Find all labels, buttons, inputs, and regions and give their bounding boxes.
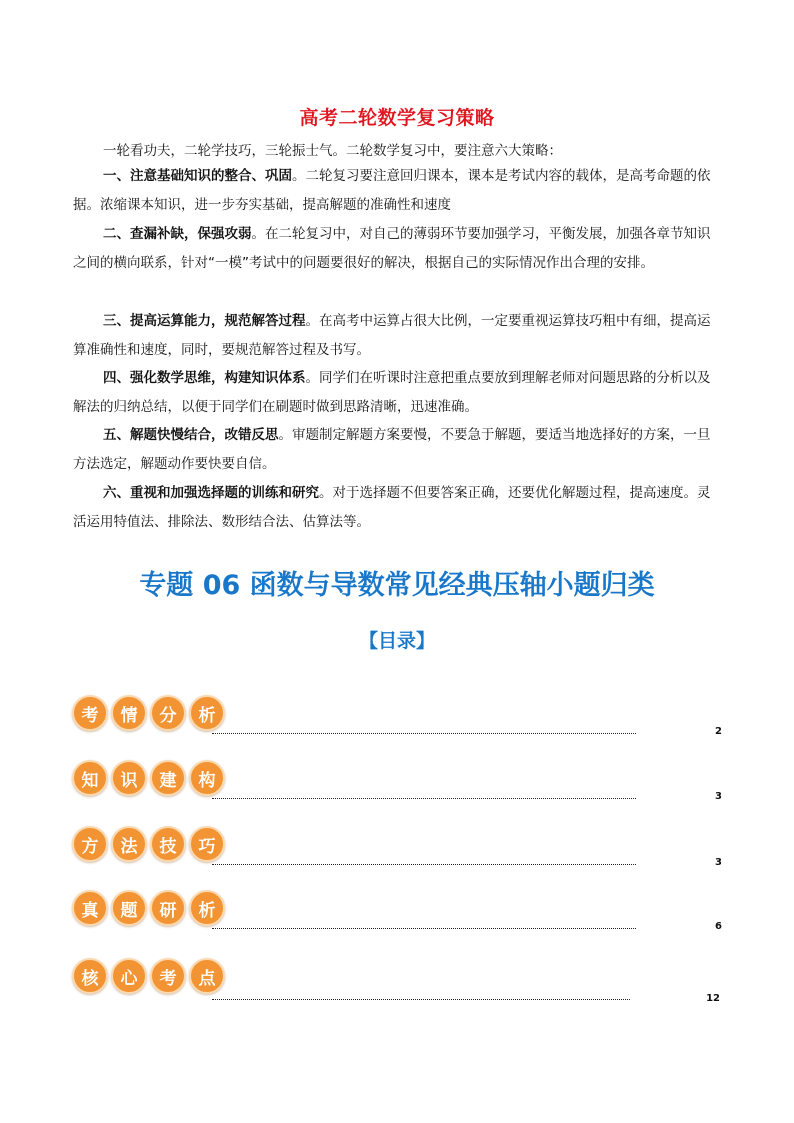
section-badge bbox=[72, 692, 228, 732]
badge-char: 题 bbox=[111, 890, 147, 926]
badge-char: 真 bbox=[72, 890, 108, 926]
toc-page-number: 2 bbox=[715, 726, 722, 737]
badge-char: 知 bbox=[72, 760, 108, 796]
strategy-item-text: 。同学们在听课时注意把重点要放到理解老师对问题思路的分析以及解法的归纳总结，以便于同学们在刷题时做到思路清晰，迅速准确。 bbox=[73, 370, 711, 415]
strategy-item-1 bbox=[73, 162, 723, 220]
section-badge bbox=[72, 757, 228, 797]
badge-char: 考 bbox=[72, 695, 108, 731]
section-badge bbox=[72, 823, 228, 863]
toc-entry-zhishi-jiangou[interactable] bbox=[72, 757, 752, 805]
badge-char: 技 bbox=[150, 826, 186, 862]
toc-entry-fangfa-jiqiao[interactable] bbox=[72, 823, 752, 871]
badge-char: 方 bbox=[72, 826, 108, 862]
strategy-item-lead: 四、强化数学思维，构建知识体系 bbox=[103, 370, 306, 386]
strategy-item-3 bbox=[73, 307, 723, 365]
strategy-intro: 一轮看功夫，二轮学技巧，三轮振士气。二轮数学复习中，要注意六大策略： bbox=[103, 143, 562, 159]
badge-char: 构 bbox=[189, 760, 225, 796]
strategy-item-6 bbox=[73, 479, 723, 537]
badge-char: 点 bbox=[189, 958, 225, 994]
toc-entry-hexin-kaodian[interactable] bbox=[72, 955, 752, 1003]
toc-page-number: 12 bbox=[706, 993, 720, 1004]
strategy-item-text: 。审题制定解题方案要慢，不要急于解题，要适当地选择好的方案，一旦方法选定，解题动作要快要自信。 bbox=[73, 427, 711, 472]
dot-leader bbox=[212, 733, 636, 734]
strategy-item-text: 。在高考中运算占很大比例，一定要重视运算技巧粗中有细，提高运算准确性和速度，同时，要规范解答过程及书写。 bbox=[73, 313, 711, 358]
badge-char: 识 bbox=[111, 760, 147, 796]
topic-title: 专题 06 函数与导数常见经典压轴小题归类 bbox=[139, 570, 655, 601]
badge-char: 考 bbox=[150, 958, 186, 994]
badge-char: 巧 bbox=[189, 826, 225, 862]
strategy-item-lead: 五、解题快慢结合，改错反思 bbox=[103, 427, 279, 443]
badge-char: 情 bbox=[111, 695, 147, 731]
toc-entry-zhenti-yanxi[interactable] bbox=[72, 887, 752, 935]
toc-heading: 【目录】 bbox=[358, 630, 435, 652]
strategy-item-5 bbox=[73, 421, 723, 479]
strategy-item-text: 。在二轮复习中，对自己的薄弱环节要加强学习，平衡发展，加强各章节知识之间的横向联系，针对“一模”考试中的问题要很好的解决，根据自己的实际情况作出合理的安排。 bbox=[73, 226, 711, 271]
dot-leader bbox=[212, 864, 636, 865]
dot-leader bbox=[212, 999, 630, 1000]
strategy-item-2 bbox=[73, 220, 723, 278]
strategy-item-lead: 二、查漏补缺，保强攻弱 bbox=[103, 226, 252, 242]
badge-char: 建 bbox=[150, 760, 186, 796]
badge-char: 析 bbox=[189, 695, 225, 731]
toc-entry-kaoqing-fenxi[interactable] bbox=[72, 692, 752, 740]
strategy-item-lead: 六、重视和加强选择题的训练和研究 bbox=[103, 485, 319, 501]
strategy-item-lead: 三、提高运算能力，规范解答过程 bbox=[103, 313, 306, 329]
badge-char: 分 bbox=[150, 695, 186, 731]
badge-char: 研 bbox=[150, 890, 186, 926]
section-badge bbox=[72, 887, 228, 927]
dot-leader bbox=[212, 928, 636, 929]
strategy-item-lead: 一、注意基础知识的整合、巩固 bbox=[103, 168, 292, 184]
toc-page-number: 3 bbox=[715, 791, 722, 802]
strategy-item-text: 。二轮复习要注意回归课本，课本是考试内容的载体，是高考命题的依据。浓缩课本知识，进一步夯实基础，提高解题的准确性和速度 bbox=[73, 168, 711, 213]
badge-char: 法 bbox=[111, 826, 147, 862]
dot-leader bbox=[212, 798, 636, 799]
toc-page-number: 3 bbox=[715, 857, 722, 868]
strategy-title: 高考二轮数学复习策略 bbox=[299, 107, 495, 129]
section-badge bbox=[72, 955, 228, 995]
badge-char: 核 bbox=[72, 958, 108, 994]
toc-page-number: 6 bbox=[715, 921, 722, 932]
badge-char: 心 bbox=[111, 958, 147, 994]
badge-char: 析 bbox=[189, 890, 225, 926]
strategy-item-4 bbox=[73, 364, 723, 422]
strategy-item-text: 。对于选择题不但要答案正确，还要优化解题过程，提高速度。灵活运用特值法、排除法、数形结合法、估算法等。 bbox=[73, 485, 711, 530]
